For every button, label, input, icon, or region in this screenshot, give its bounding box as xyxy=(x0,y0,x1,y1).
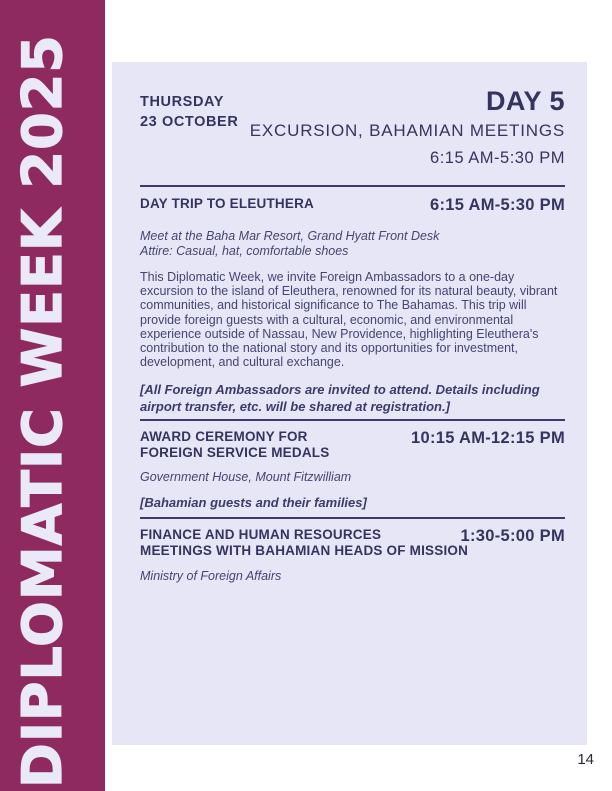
schedule-content xyxy=(140,62,565,584)
event-header xyxy=(140,527,565,559)
event-header xyxy=(140,196,565,216)
schedule-panel xyxy=(112,62,587,745)
event-venue xyxy=(140,229,565,259)
event-award-ceremony xyxy=(140,429,565,511)
venue-line: Ministry of Foreign Affairs xyxy=(140,569,282,584)
event-venue xyxy=(140,569,565,584)
event-title-line: DAY TRIP TO ELEUTHERA xyxy=(140,196,314,212)
weekday-label: THURSDAY xyxy=(140,94,225,110)
page-number: 14 xyxy=(577,751,594,768)
event-venue xyxy=(140,470,565,485)
sidebar-vertical-title: DIPLOMATIC WEEK 2025 xyxy=(11,34,74,788)
event-title-line: FINANCE AND HUMAN RESOURCES xyxy=(140,527,382,543)
divider-line xyxy=(140,419,565,421)
event-note: [Bahamian guests and their families] xyxy=(140,495,367,511)
divider-line xyxy=(140,517,565,519)
day-header xyxy=(140,86,565,168)
event-day-trip xyxy=(140,196,565,415)
venue-line: Meet at the Baha Mar Resort, Grand Hyatt Front Desk xyxy=(140,229,440,244)
event-title-line: FOREIGN SERVICE MEDALS xyxy=(140,445,330,461)
event-finance-hr-meetings xyxy=(140,527,565,584)
divider-line xyxy=(140,185,565,187)
day-number-title: DAY 5 xyxy=(485,86,565,116)
event-title xyxy=(140,527,480,559)
event-title-line: MEETINGS WITH BAHAMIAN HEADS OF MISSION xyxy=(140,543,469,559)
left-color-band xyxy=(0,0,105,791)
event-time: 10:15 AM-12:15 PM xyxy=(411,429,565,448)
venue-line: Government House, Mount Fitzwilliam xyxy=(140,470,352,485)
event-description: This Diplomatic Week, we invite Foreign Ambassadors to a one-day excursion to the island of Eleuthera, renowned for its natural beauty, vibrant communities, and historical significance to The Bahamas. This trip will provide foreign guests with a cultural, economic, and environmental experience outside of Nassau, New Providence, highlighting Eleuthera's contribution to the national story and its opportunities for investment, development, and cultural exchange. xyxy=(140,270,558,370)
venue-line: Attire: Casual, hat, comfortable shoes xyxy=(140,244,349,259)
event-note: [All Foreign Ambassadors are invited to attend. Details including airport transfer, etc. will be shared at registration.] xyxy=(140,382,540,415)
date-label: 23 OCTOBER xyxy=(140,114,239,131)
day-time-range: 6:15 AM-5:30 PM xyxy=(430,149,565,168)
event-time: 6:15 AM-5:30 PM xyxy=(429,196,565,215)
day-subtitle: EXCURSION, BAHAMIAN MEETINGS xyxy=(249,121,565,141)
date-block xyxy=(140,92,238,133)
day-summary-block xyxy=(250,86,565,168)
event-header xyxy=(140,429,565,461)
event-time: 1:30-5:00 PM xyxy=(460,527,565,546)
event-title-line: AWARD CEREMONY FOR xyxy=(140,429,308,445)
